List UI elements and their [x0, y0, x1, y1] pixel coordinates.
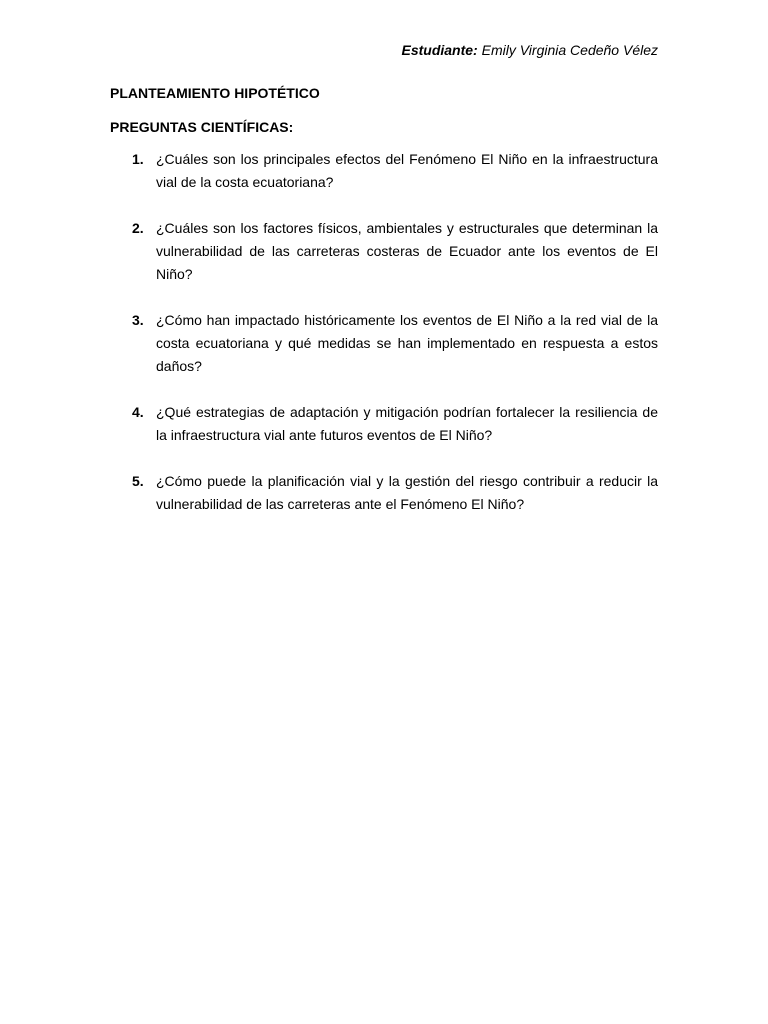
question-text: ¿Cuáles son los principales efectos del Fenómeno El Niño en la infraestructura vial de la costa ecuatoriana?: [156, 151, 658, 190]
question-number: 1.: [132, 151, 144, 167]
question-number: 2.: [132, 220, 144, 236]
question-item: [110, 470, 658, 516]
question-number: 5.: [132, 473, 144, 489]
student-name: Emily Virginia Cedeño Vélez: [481, 42, 658, 58]
question-item: [110, 217, 658, 286]
student-line: [401, 41, 658, 59]
question-number: 4.: [132, 404, 144, 420]
question-list: [110, 148, 658, 516]
section-title: PLANTEAMIENTO HIPOTÉTICO: [110, 85, 320, 101]
section-subtitle: PREGUNTAS CIENTÍFICAS:: [110, 119, 294, 135]
question-number: 3.: [132, 312, 144, 328]
question-text: ¿Cómo han impactado históricamente los eventos de El Niño a la red vial de la costa ecuatoriana y qué medidas se han implementado en respuesta a estos daños?: [156, 312, 658, 374]
question-text: ¿Qué estrategias de adaptación y mitigación podrían fortalecer la resiliencia de la infraestructura vial ante futuros eventos de El Niño?: [156, 404, 658, 443]
question-item: [110, 401, 658, 447]
question-item: [110, 309, 658, 378]
question-text: ¿Cómo puede la planificación vial y la gestión del riesgo contribuir a reducir la vulnerabilidad de las carreteras ante el Fenómeno El Niño?: [156, 473, 658, 512]
question-text: ¿Cuáles son los factores físicos, ambientales y estructurales que determinan la vulnerabilidad de las carreteras costeras de Ecuador ante los eventos de El Niño?: [156, 220, 658, 282]
question-item: [110, 148, 658, 194]
student-label: Estudiante:: [401, 42, 478, 58]
